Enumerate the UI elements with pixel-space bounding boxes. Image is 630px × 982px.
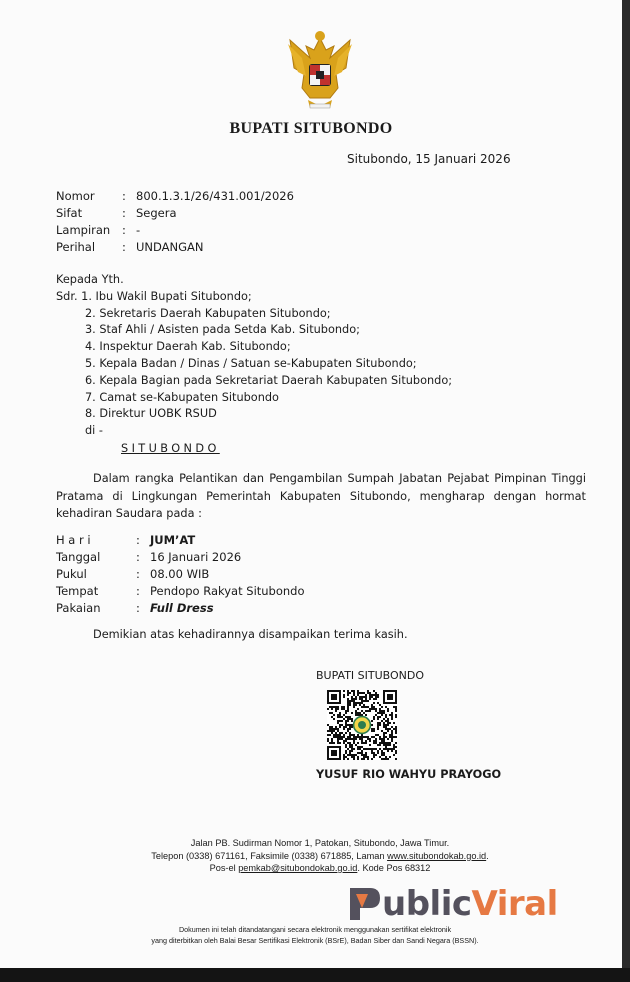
esign-note-line: yang diterbitkan oleh Balai Besar Sertifikasi Elektronik (BSrE), Badan Siber dan Sandi Negara (BSSN). [151, 936, 479, 945]
event-place: Pendopo Rakyat Situbondo [150, 584, 305, 598]
meta-colon: : [122, 189, 126, 203]
addressee-block [56, 272, 452, 458]
meta-value: 800.1.3.1/26/431.001/2026 [136, 189, 294, 203]
event-label: H a r i [56, 533, 91, 547]
event-label: Tempat [56, 584, 99, 598]
meta-row [56, 222, 294, 239]
event-details [56, 532, 305, 617]
footer-line [0, 862, 622, 875]
meta-colon: : [122, 206, 126, 220]
event-colon: : [136, 584, 140, 598]
background-edge [622, 0, 630, 982]
footer-email-label: Pos-el [209, 863, 239, 873]
event-row [56, 583, 305, 600]
watermark-text-2: Viral [471, 884, 558, 924]
meta-value: - [136, 223, 141, 237]
event-dress: Full Dress [150, 601, 214, 615]
meta-label: Nomor [56, 189, 95, 203]
website-link[interactable]: www.situbondokab.go.id [387, 850, 487, 861]
greeting: Kepada Yth. [56, 273, 124, 286]
watermark-text-1: ublic [382, 884, 472, 924]
addressee-item: 4. Inspektur Daerah Kab. Situbondo; [85, 340, 291, 354]
event-colon: : [136, 550, 140, 564]
event-row [56, 532, 305, 549]
event-day: JUM’AT [150, 533, 196, 547]
footer-line: Telepon (0338) 671161, Faksimile (0338) 671885, Laman www.situbondokab.go.id. [151, 850, 489, 861]
date-line: Situbondo, 15 Januari 2026 [347, 152, 511, 166]
footer-postcode: . Kode Pos 68312 [357, 863, 431, 873]
footer-line: Jalan PB. Sudirman Nomor 1, Patokan, Situbondo, Jawa Timur. [190, 838, 450, 848]
background-edge-bottom [0, 968, 630, 982]
signatory-name: YUSUF RIO WAHYU PRAYOGO [316, 768, 502, 781]
addressee-item: 8. Direktur UOBK RSUD [85, 407, 217, 421]
event-row [56, 549, 305, 566]
addressee-item: 5. Kepala Badan / Dinas / Satuan se-Kabupaten Situbondo; [85, 356, 417, 370]
addressee-di: di - [85, 424, 103, 438]
publicviral-watermark [346, 884, 558, 924]
meta-colon: : [122, 240, 126, 254]
meta-label: Sifat [56, 206, 83, 220]
meta-row [56, 188, 294, 205]
event-row [56, 566, 305, 583]
addressee-item: 6. Kepala Bagian pada Sekretariat Daerah Kabupaten Situbondo; [85, 373, 453, 387]
addressee-item: 2. Sekretaris Daerah Kabupaten Situbondo; [85, 306, 331, 320]
event-colon: : [136, 567, 140, 581]
addressee-item: Sdr. 1. Ibu Wakil Bupati Situbondo; [56, 289, 252, 303]
event-date: 16 Januari 2026 [150, 550, 242, 564]
footer-address [0, 837, 622, 875]
body-paragraph: Dalam rangka Pelantikan dan Pengambilan Sumpah Jabatan Pejabat Pimpinan Tinggi Pratama di Lingkungan Pemerintah Kabupaten Situbondo, mengharap dengan hormat kehadiran Saudara pada : [56, 472, 586, 520]
meta-row [56, 239, 294, 256]
addressee-item: 3. Staf Ahli / Asisten pada Setda Kab. Situbondo; [85, 323, 360, 337]
letter-meta [56, 188, 294, 256]
meta-colon: : [122, 223, 126, 237]
event-colon: : [136, 601, 140, 615]
garuda-emblem-icon [280, 28, 360, 114]
event-colon: : [136, 533, 140, 547]
event-label: Tanggal [56, 550, 101, 564]
signature-title: BUPATI SITUBONDO [316, 669, 425, 682]
meta-row [56, 205, 294, 222]
document-title: BUPATI SITUBONDO [229, 120, 393, 137]
watermark-logo-icon [346, 884, 382, 924]
event-time: 08.00 WIB [150, 567, 210, 581]
meta-label: Lampiran [56, 223, 111, 237]
event-label: Pakaian [56, 601, 101, 615]
event-label: Pukul [56, 567, 87, 581]
meta-label: Perihal [56, 240, 96, 254]
meta-value: UNDANGAN [136, 240, 204, 254]
closing-line: Demikian atas kehadirannya disampaikan terima kasih. [93, 628, 408, 641]
qr-code-icon [327, 690, 397, 760]
addressee-item: 7. Camat se-Kabupaten Situbondo [85, 390, 279, 404]
footer-phone: Telepon (0338) 671161, Faksimile (0338) 671885, Laman [151, 850, 388, 861]
email-link[interactable]: pemkab@situbondokab.go.id [238, 863, 358, 873]
meta-value: Segera [136, 206, 177, 220]
event-row [56, 600, 305, 617]
esign-note-line: Dokumen ini telah ditandatangani secara elektronik menggunakan sertifikat elektronik [178, 925, 452, 934]
addressee-city: SITUBONDO [121, 441, 220, 455]
esign-note [0, 924, 622, 946]
